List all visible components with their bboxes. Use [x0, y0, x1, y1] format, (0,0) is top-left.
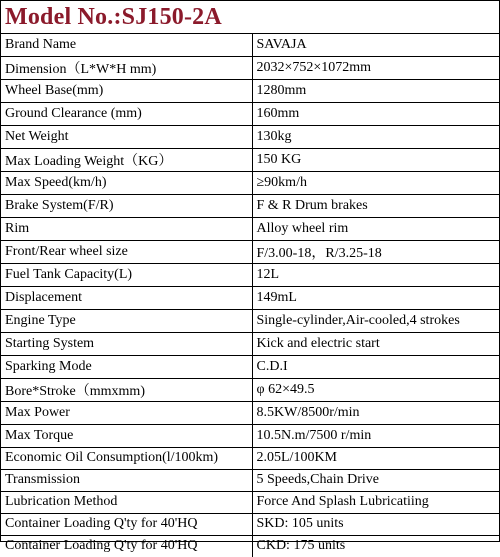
- table-row: [1, 401, 499, 424]
- spec-label: Displacement: [1, 286, 252, 309]
- spec-label: Sparking Mode: [1, 355, 252, 378]
- spec-table-body: [1, 34, 499, 557]
- spec-label: Starting System: [1, 332, 252, 355]
- spec-label: Brake System(F/R): [1, 194, 252, 217]
- spec-value: 150 KG: [252, 148, 499, 171]
- spec-label: Transmission: [1, 469, 252, 491]
- table-row: [1, 56, 499, 79]
- table-row: [1, 469, 499, 491]
- spec-value: 160mm: [252, 102, 499, 125]
- table-row: [1, 171, 499, 194]
- table-row: [1, 102, 499, 125]
- spec-value: 1280mm: [252, 79, 499, 102]
- spec-label: Engine Type: [1, 309, 252, 332]
- spec-label: Dimension（L*W*H mm): [1, 56, 252, 79]
- table-row: [1, 79, 499, 102]
- table-row: [1, 355, 499, 378]
- spec-value: SAVAJA: [252, 34, 499, 56]
- table-row: [1, 286, 499, 309]
- spec-label: Fuel Tank Capacity(L): [1, 263, 252, 286]
- spec-value: 149mL: [252, 286, 499, 309]
- table-row: [1, 309, 499, 332]
- spec-value: C.D.I: [252, 355, 499, 378]
- model-title: Model No.:SJ150-2A: [5, 3, 222, 30]
- spec-value: F & R Drum brakes: [252, 194, 499, 217]
- spec-value: 5 Speeds,Chain Drive: [252, 469, 499, 491]
- spec-label: Bore*Stroke（mmxmm): [1, 378, 252, 401]
- spec-value: 130kg: [252, 125, 499, 148]
- table-row: [1, 378, 499, 401]
- spec-label: Rim: [1, 217, 252, 240]
- spec-value: Alloy wheel rim: [252, 217, 499, 240]
- spec-label: Brand Name: [1, 34, 252, 56]
- spec-value: Force And Splash Lubricatiing: [252, 491, 499, 513]
- spec-value: ≥90km/h: [252, 171, 499, 194]
- table-row: [1, 424, 499, 447]
- spec-label: Container Loading Q'ty for 40'HQ: [1, 535, 252, 557]
- spec-label: Ground Clearance (mm): [1, 102, 252, 125]
- spec-value: F/3.00-18，R/3.25-18: [252, 240, 499, 263]
- spec-table: [1, 34, 499, 557]
- spec-label: Max Speed(km/h): [1, 171, 252, 194]
- spec-label: Front/Rear wheel size: [1, 240, 252, 263]
- spec-value: CKD: 175 units: [256, 538, 346, 554]
- table-row: [1, 217, 499, 240]
- spec-value: 12L: [252, 263, 499, 286]
- spec-value: SKD: 105 units: [252, 513, 499, 535]
- table-row: [1, 332, 499, 355]
- spec-label: Economic Oil Consumption(l/100km): [1, 447, 252, 469]
- table-row: [1, 125, 499, 148]
- spec-label: Net Weight: [1, 125, 252, 148]
- table-row: [1, 34, 499, 56]
- title-row: [1, 1, 499, 34]
- spec-value: 2032×752×1072mm: [252, 56, 499, 79]
- spec-value: 10.5N.m/7500 r/min: [252, 424, 499, 447]
- table-row: [1, 194, 499, 217]
- spec-label: Max Torque: [1, 424, 252, 447]
- spec-value: Kick and electric start: [252, 332, 499, 355]
- table-row: [1, 148, 499, 171]
- spec-label: Max Loading Weight（KG）: [1, 148, 252, 171]
- table-row: [1, 491, 499, 513]
- spec-label: Lubrication Method: [1, 491, 252, 513]
- spec-value: Single-cylinder,Air-cooled,4 strokes: [252, 309, 499, 332]
- table-row: [1, 447, 499, 469]
- table-row: [1, 240, 499, 263]
- table-row: [1, 263, 499, 286]
- spec-value: 2.05L/100KM: [252, 447, 499, 469]
- spec-label: Container Loading Q'ty for 40'HQ: [1, 513, 252, 535]
- spec-value: 8.5KW/8500r/min: [252, 401, 499, 424]
- table-row: [1, 513, 499, 535]
- spec-label: Wheel Base(mm): [1, 79, 252, 102]
- spec-label: Max Power: [1, 401, 252, 424]
- table-row: [1, 535, 499, 557]
- spec-value: φ 62×49.5: [252, 378, 499, 401]
